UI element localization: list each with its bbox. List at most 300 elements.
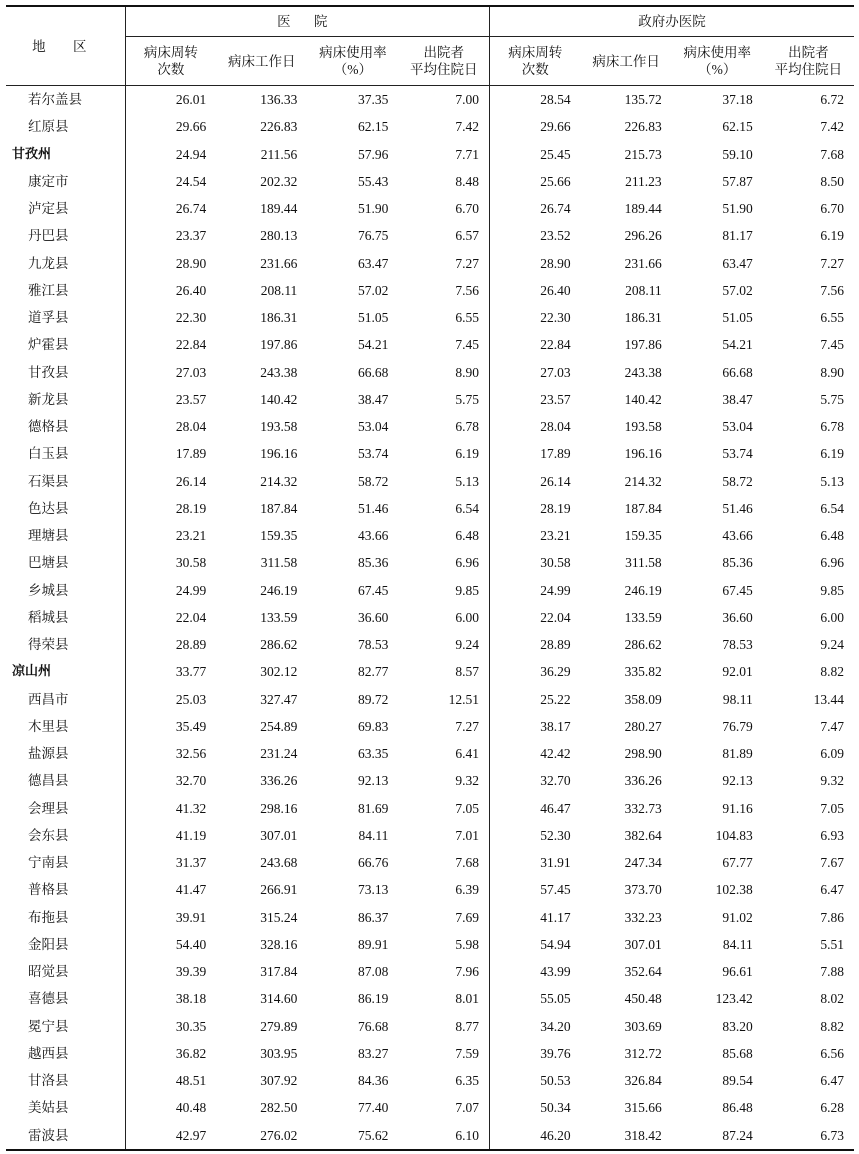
value-cell: 5.75: [398, 386, 489, 413]
value-cell: 26.40: [540, 282, 571, 298]
header-line: 病床使用率: [319, 45, 387, 60]
county-row: [6, 849, 854, 876]
value-cell: 7.47: [820, 718, 844, 734]
value-cell: 84.36: [358, 1073, 389, 1089]
value-cell: 286.62: [624, 637, 662, 653]
value-cell: 159.35: [624, 528, 662, 544]
value-cell: 7.05: [820, 800, 844, 816]
value-cell: 187.84: [624, 500, 662, 516]
value-cell: 315.24: [260, 909, 298, 925]
value-cell: 66.68: [358, 364, 389, 380]
value-cell: 87.08: [358, 964, 389, 980]
value-cell: 135.72: [624, 92, 662, 108]
value-cell: 25.66: [540, 173, 571, 189]
header-line: （%）: [333, 62, 372, 77]
value-cell: 17.89: [540, 446, 571, 462]
value-cell: 6.41: [398, 740, 489, 767]
value-cell: 9.32: [820, 773, 844, 789]
value-cell: 78.53: [722, 637, 753, 653]
value-cell: 51.90: [722, 201, 753, 217]
value-cell: 22.04: [540, 609, 571, 625]
value-cell: 7.68: [398, 849, 489, 876]
value-cell: 196.16: [624, 446, 662, 462]
region-name-cell: 甘孜州: [6, 141, 125, 168]
value-cell: 58.72: [722, 473, 753, 489]
value-cell: 6.70: [398, 195, 489, 222]
metric-header-row: [6, 37, 854, 86]
value-cell: 7.42: [398, 113, 489, 140]
value-cell: 92.13: [722, 773, 753, 789]
value-cell: 29.66: [175, 119, 207, 135]
value-cell: 23.52: [540, 228, 571, 244]
value-cell: 7.07: [398, 1094, 489, 1121]
value-cell: 77.40: [358, 1100, 389, 1116]
value-cell: 6.54: [398, 495, 489, 522]
region-name-cell: 得荣县: [6, 631, 125, 658]
county-row: [6, 359, 854, 386]
value-cell: 6.78: [820, 419, 844, 435]
value-cell: 32.56: [175, 746, 207, 762]
value-cell: 197.86: [624, 337, 662, 353]
value-cell: 53.74: [358, 446, 389, 462]
value-cell: 38.47: [722, 391, 753, 407]
statistics-table-page: [6, 5, 854, 1151]
value-cell: 55.43: [358, 173, 389, 189]
value-cell: 25.03: [175, 691, 207, 707]
value-cell: 39.76: [540, 1045, 571, 1061]
county-row: [6, 686, 854, 713]
value-cell: 6.48: [820, 528, 844, 544]
value-cell: 8.57: [398, 658, 489, 685]
value-cell: 26.01: [175, 92, 207, 108]
value-cell: 50.53: [540, 1073, 571, 1089]
county-row: [6, 113, 854, 140]
region-name-cell: 会理县: [6, 795, 125, 822]
value-cell: 12.51: [398, 686, 489, 713]
value-cell: 42.97: [125, 1122, 216, 1150]
value-cell: 303.95: [260, 1045, 298, 1061]
value-cell: 66.76: [358, 855, 389, 871]
value-cell: 6.55: [398, 304, 489, 331]
value-cell: 54.21: [358, 337, 389, 353]
region-name-cell: 石渠县: [6, 468, 125, 495]
value-cell: 24.99: [540, 582, 571, 598]
value-cell: 243.38: [624, 364, 662, 380]
value-cell: 6.96: [820, 555, 844, 571]
region-name-cell: 九龙县: [6, 250, 125, 277]
value-cell: 87.24: [672, 1122, 763, 1150]
county-row: [6, 985, 854, 1012]
value-cell: 7.67: [820, 855, 844, 871]
hospital-group-header: 医 院: [125, 6, 489, 37]
county-row: [6, 1040, 854, 1067]
value-cell: 81.89: [722, 746, 753, 762]
value-cell: 25.22: [540, 691, 571, 707]
value-cell: 41.47: [175, 882, 207, 898]
value-cell: 89.54: [722, 1073, 753, 1089]
value-cell: 28.90: [175, 255, 207, 271]
value-cell: 57.87: [722, 173, 753, 189]
value-cell: 92.01: [722, 664, 753, 680]
value-cell: 312.72: [624, 1045, 662, 1061]
value-cell: 332.23: [624, 909, 662, 925]
county-row: [6, 277, 854, 304]
value-cell: 24.94: [175, 146, 207, 162]
value-cell: 6.00: [820, 609, 844, 625]
value-cell: 6.54: [820, 500, 844, 516]
value-cell: 43.99: [540, 964, 571, 980]
value-cell: 6.00: [398, 604, 489, 631]
value-cell: 197.86: [260, 337, 298, 353]
hospital-bed-statistics-table: [6, 5, 854, 1151]
header-line: 次数: [157, 62, 185, 77]
value-cell: 6.48: [398, 522, 489, 549]
value-cell: 7.00: [398, 86, 489, 114]
region-name-cell: 新龙县: [6, 386, 125, 413]
value-cell: 9.24: [398, 631, 489, 658]
value-cell: 102.38: [715, 882, 753, 898]
region-name-cell: 稻城县: [6, 604, 125, 631]
value-cell: 81.17: [722, 228, 753, 244]
value-cell: 81.69: [358, 800, 389, 816]
value-cell: 211.23: [625, 173, 662, 189]
value-cell: 6.78: [398, 413, 489, 440]
value-cell: 51.46: [722, 500, 753, 516]
region-name-cell: 白玉县: [6, 440, 125, 467]
value-cell: 6.73: [763, 1122, 854, 1150]
region-name-cell: 金阳县: [6, 931, 125, 958]
county-row: [6, 413, 854, 440]
region-name-cell: 雷波县: [6, 1122, 125, 1150]
value-cell: 311.58: [260, 555, 298, 571]
region-name-cell: 丹巴县: [6, 222, 125, 249]
value-cell: 62.15: [722, 119, 753, 135]
value-cell: 30.58: [175, 555, 207, 571]
region-name-cell: 会东县: [6, 822, 125, 849]
value-cell: 63.47: [722, 255, 753, 271]
value-cell: 30.35: [175, 1018, 207, 1034]
value-cell: 314.60: [260, 991, 298, 1007]
value-cell: 136.33: [260, 92, 298, 108]
value-cell: 85.36: [722, 555, 753, 571]
region-name-cell: 德昌县: [6, 767, 125, 794]
value-cell: 37.35: [358, 92, 389, 108]
value-cell: 8.77: [398, 1013, 489, 1040]
region-name-cell: 凉山州: [6, 658, 125, 685]
value-cell: 326.84: [624, 1073, 662, 1089]
value-cell: 26.40: [175, 282, 207, 298]
value-cell: 48.51: [175, 1073, 207, 1089]
value-cell: 243.38: [260, 364, 298, 380]
value-cell: 83.27: [358, 1045, 389, 1061]
region-name-cell: 宁南县: [6, 849, 125, 876]
value-cell: 7.05: [398, 795, 489, 822]
value-cell: 57.45: [540, 882, 571, 898]
value-cell: 36.60: [358, 609, 389, 625]
county-row: [6, 331, 854, 358]
gov-bed-utilization-rate-header: [672, 37, 763, 86]
value-cell: 332.73: [624, 800, 662, 816]
county-row: [6, 740, 854, 767]
value-cell: 32.70: [540, 773, 571, 789]
value-cell: 36.82: [175, 1045, 207, 1061]
value-cell: 22.04: [175, 609, 207, 625]
value-cell: 303.69: [624, 1018, 662, 1034]
value-cell: 57.02: [722, 282, 753, 298]
value-cell: 247.34: [624, 855, 662, 871]
region-name-cell: 昭觉县: [6, 958, 125, 985]
value-cell: 5.98: [398, 931, 489, 958]
value-cell: 63.47: [358, 255, 389, 271]
value-cell: 6.09: [820, 746, 844, 762]
county-row: [6, 86, 854, 114]
value-cell: 214.32: [260, 473, 298, 489]
value-cell: 27.03: [540, 364, 571, 380]
value-cell: 6.19: [820, 446, 844, 462]
county-row: [6, 713, 854, 740]
value-cell: 51.46: [358, 500, 389, 516]
value-cell: 7.56: [820, 282, 844, 298]
value-cell: 7.88: [820, 964, 844, 980]
value-cell: 37.18: [722, 92, 753, 108]
value-cell: 26.14: [175, 473, 207, 489]
county-row: [6, 549, 854, 576]
value-cell: 31.91: [540, 855, 571, 871]
value-cell: 35.49: [175, 718, 207, 734]
value-cell: 140.42: [260, 391, 298, 407]
region-name-cell: 冕宁县: [6, 1013, 125, 1040]
county-row: [6, 522, 854, 549]
value-cell: 73.13: [358, 882, 389, 898]
value-cell: 286.62: [260, 637, 298, 653]
value-cell: 54.94: [540, 936, 571, 952]
value-cell: 41.32: [175, 800, 207, 816]
value-cell: 52.30: [540, 827, 571, 843]
value-cell: 46.47: [540, 800, 571, 816]
value-cell: 43.66: [358, 528, 389, 544]
value-cell: 315.66: [624, 1100, 662, 1116]
value-cell: 62.15: [358, 119, 389, 135]
value-cell: 53.04: [358, 419, 389, 435]
value-cell: 8.01: [398, 985, 489, 1012]
value-cell: 25.45: [540, 146, 571, 162]
value-cell: 26.74: [175, 201, 207, 217]
value-cell: 276.02: [216, 1122, 307, 1150]
header-line: 出院者: [423, 45, 464, 60]
region-name-cell: 西昌市: [6, 686, 125, 713]
value-cell: 187.84: [260, 500, 298, 516]
county-row: [6, 440, 854, 467]
value-cell: 9.85: [820, 582, 844, 598]
region-name-cell: 布拖县: [6, 904, 125, 931]
hospital-avg-length-of-stay-header: [398, 37, 489, 86]
value-cell: 86.37: [358, 909, 389, 925]
region-name-cell: 越西县: [6, 1040, 125, 1067]
value-cell: 104.83: [715, 827, 753, 843]
value-cell: 8.90: [820, 364, 844, 380]
region-name-cell: 甘孜县: [6, 359, 125, 386]
value-cell: 31.37: [175, 855, 207, 871]
value-cell: 91.16: [722, 800, 753, 816]
value-cell: 307.01: [624, 936, 662, 952]
value-cell: 6.57: [398, 222, 489, 249]
region-name-cell: 木里县: [6, 713, 125, 740]
header-line: 病床周转: [508, 45, 563, 60]
value-cell: 7.69: [398, 904, 489, 931]
value-cell: 214.32: [624, 473, 662, 489]
value-cell: 84.11: [722, 936, 753, 952]
header-line: 病床工作日: [228, 53, 296, 69]
county-row: [6, 958, 854, 985]
value-cell: 38.17: [540, 718, 571, 734]
value-cell: 26.74: [540, 201, 571, 217]
value-cell: 215.73: [624, 146, 662, 162]
county-row: [6, 904, 854, 931]
county-row: [6, 1094, 854, 1121]
value-cell: 7.45: [820, 337, 844, 353]
value-cell: 208.11: [260, 282, 298, 298]
header-line: 病床周转: [143, 45, 198, 60]
value-cell: 50.34: [540, 1100, 571, 1116]
value-cell: 7.27: [398, 250, 489, 277]
value-cell: 5.13: [398, 468, 489, 495]
value-cell: 92.13: [358, 773, 389, 789]
gov-bed-turnover-header: [490, 37, 581, 86]
table-header: [6, 6, 854, 86]
value-cell: 296.26: [624, 228, 662, 244]
value-cell: 7.56: [398, 277, 489, 304]
value-cell: 5.75: [820, 391, 844, 407]
county-row: [6, 495, 854, 522]
value-cell: 28.89: [175, 637, 207, 653]
county-row: [6, 168, 854, 195]
value-cell: 8.82: [820, 664, 844, 680]
region-column-header: 地 区: [6, 6, 125, 86]
value-cell: 196.16: [260, 446, 298, 462]
value-cell: 266.91: [260, 882, 298, 898]
county-row: [6, 822, 854, 849]
value-cell: 17.89: [175, 446, 207, 462]
value-cell: 41.19: [175, 827, 207, 843]
value-cell: 30.58: [540, 555, 571, 571]
value-cell: 57.02: [358, 282, 389, 298]
hospital-bed-utilization-rate-header: [307, 37, 398, 86]
county-row: [6, 250, 854, 277]
value-cell: 82.77: [358, 664, 389, 680]
value-cell: 34.20: [540, 1018, 571, 1034]
value-cell: 59.10: [722, 146, 753, 162]
header-line: （%）: [698, 62, 737, 77]
county-row: [6, 468, 854, 495]
value-cell: 83.20: [722, 1018, 753, 1034]
value-cell: 85.36: [358, 555, 389, 571]
value-cell: 28.04: [540, 419, 571, 435]
value-cell: 6.55: [820, 310, 844, 326]
value-cell: 66.68: [722, 364, 753, 380]
value-cell: 280.27: [624, 718, 662, 734]
value-cell: 27.03: [175, 364, 207, 380]
region-name-cell: 美姑县: [6, 1094, 125, 1121]
value-cell: 23.21: [175, 528, 207, 544]
value-cell: 67.77: [722, 855, 753, 871]
value-cell: 7.27: [398, 713, 489, 740]
value-cell: 307.92: [260, 1073, 298, 1089]
region-name-cell: 喜德县: [6, 985, 125, 1012]
header-line: 病床工作日: [592, 53, 660, 69]
value-cell: 84.11: [358, 827, 389, 843]
value-cell: 328.16: [260, 936, 298, 952]
region-name-cell: 甘洛县: [6, 1067, 125, 1094]
value-cell: 28.04: [175, 419, 207, 435]
value-cell: 28.19: [175, 500, 207, 516]
header-line: 次数: [521, 62, 549, 77]
value-cell: 358.09: [624, 691, 662, 707]
value-cell: 6.28: [820, 1100, 844, 1116]
county-row: [6, 1013, 854, 1040]
value-cell: 96.61: [722, 964, 753, 980]
value-cell: 243.68: [260, 855, 298, 871]
region-name-cell: 炉霍县: [6, 331, 125, 358]
value-cell: 6.35: [398, 1067, 489, 1094]
value-cell: 51.05: [722, 310, 753, 326]
county-row: [6, 767, 854, 794]
value-cell: 186.31: [624, 310, 662, 326]
value-cell: 28.89: [540, 637, 571, 653]
region-name-cell: 雅江县: [6, 277, 125, 304]
value-cell: 7.45: [398, 331, 489, 358]
value-cell: 336.26: [260, 773, 298, 789]
value-cell: 55.05: [540, 991, 571, 1007]
value-cell: 211.56: [260, 146, 298, 162]
region-name-cell: 康定市: [6, 168, 125, 195]
value-cell: 123.42: [715, 991, 753, 1007]
region-name-cell: 盐源县: [6, 740, 125, 767]
prefecture-row: [6, 658, 854, 685]
value-cell: 231.24: [260, 746, 298, 762]
county-row: [6, 195, 854, 222]
gov-bed-workdays-header: [581, 37, 672, 86]
value-cell: 9.85: [398, 577, 489, 604]
value-cell: 133.59: [624, 609, 662, 625]
value-cell: 38.47: [358, 391, 389, 407]
region-name-cell: 普格县: [6, 876, 125, 903]
value-cell: 76.79: [722, 718, 753, 734]
value-cell: 76.68: [358, 1018, 389, 1034]
value-cell: 9.24: [820, 637, 844, 653]
value-cell: 54.21: [722, 337, 753, 353]
value-cell: 327.47: [260, 691, 298, 707]
value-cell: 9.32: [398, 767, 489, 794]
value-cell: 336.26: [624, 773, 662, 789]
value-cell: 133.59: [260, 609, 298, 625]
value-cell: 5.51: [820, 936, 844, 952]
value-cell: 23.21: [540, 528, 571, 544]
value-cell: 36.29: [540, 664, 571, 680]
gov-avg-length-of-stay-header: [763, 37, 854, 86]
county-row: [6, 386, 854, 413]
header-line: 平均住院日: [409, 62, 478, 77]
value-cell: 318.42: [581, 1122, 672, 1150]
value-cell: 22.84: [175, 337, 207, 353]
value-cell: 63.35: [358, 746, 389, 762]
value-cell: 6.39: [398, 876, 489, 903]
value-cell: 86.48: [722, 1100, 753, 1116]
value-cell: 189.44: [260, 201, 298, 217]
value-cell: 317.84: [260, 964, 298, 980]
county-row: [6, 304, 854, 331]
header-line: 平均住院日: [774, 62, 843, 77]
value-cell: 51.05: [358, 310, 389, 326]
